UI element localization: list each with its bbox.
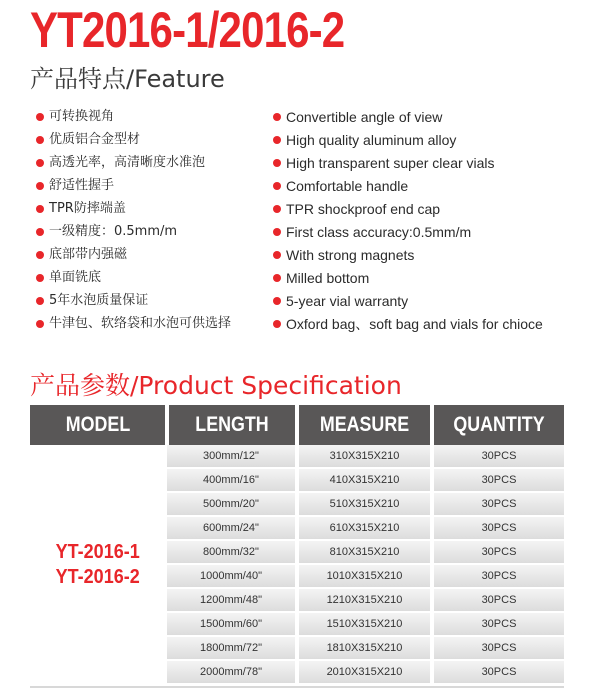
feature-en-item: High transparent super clear vials bbox=[286, 155, 495, 171]
feature-cn-item: 单面铣底 bbox=[49, 270, 102, 285]
table-row bbox=[167, 517, 564, 540]
feature-en-item: Oxford bag、soft bag and vials for chioce bbox=[286, 316, 543, 332]
quantity-cell: 30PCS bbox=[434, 541, 564, 564]
spec-heading: 产品参数/Product Specification bbox=[30, 371, 402, 400]
quantity-cell: 30PCS bbox=[434, 445, 564, 468]
header-model: MODEL bbox=[65, 413, 131, 436]
table-row bbox=[167, 469, 564, 492]
length-cell: 400mm/16" bbox=[167, 469, 295, 492]
feature-en-item: Milled bottom bbox=[286, 270, 370, 286]
length-cell: 1000mm/40" bbox=[167, 565, 295, 588]
measure-cell: 510X315X210 bbox=[299, 493, 430, 516]
quantity-cell: 30PCS bbox=[434, 661, 564, 684]
length-cell: 600mm/24" bbox=[167, 517, 295, 540]
measure-cell: 410X315X210 bbox=[299, 469, 430, 492]
length-cell: 1500mm/60" bbox=[167, 613, 295, 636]
length-cell: 800mm/32" bbox=[167, 541, 295, 564]
measure-cell: 1810X315X210 bbox=[299, 637, 430, 660]
measure-cell: 1510X315X210 bbox=[299, 613, 430, 636]
quantity-cell: 30PCS bbox=[434, 469, 564, 492]
header-length: LENGTH bbox=[195, 413, 269, 436]
feature-cn-item: 舒适性握手 bbox=[49, 178, 115, 193]
feature-cn-item: 牛津包、软络袋和水泡可供选择 bbox=[49, 316, 232, 331]
feature-heading: 产品特点/Feature bbox=[30, 65, 225, 93]
table-row bbox=[167, 637, 564, 660]
feature-list bbox=[0, 0, 600, 340]
model-name: YT-2016-1 bbox=[55, 541, 141, 563]
feature-cn-item: TPR防摔端盖 bbox=[49, 201, 126, 216]
header-separator bbox=[295, 405, 299, 445]
feature-cn-item: 底部带内强磁 bbox=[49, 247, 128, 262]
feature-en-item: TPR shockproof end cap bbox=[286, 201, 441, 217]
table-row bbox=[167, 613, 564, 636]
measure-cell: 1210X315X210 bbox=[299, 589, 430, 612]
header-quantity: QUANTITY bbox=[453, 413, 545, 436]
measure-cell: 2010X315X210 bbox=[299, 661, 430, 684]
quantity-cell: 30PCS bbox=[434, 493, 564, 516]
header-measure: MEASURE bbox=[319, 413, 410, 436]
table-row bbox=[167, 541, 564, 564]
length-cell: 300mm/12" bbox=[167, 445, 295, 468]
quantity-cell: 30PCS bbox=[434, 637, 564, 660]
feature-cn-item: 可转换视角 bbox=[49, 109, 115, 124]
feature-en-item: Comfortable handle bbox=[286, 178, 409, 194]
table-bottom-rule bbox=[30, 686, 564, 688]
model-cell bbox=[30, 445, 166, 685]
measure-cell: 1010X315X210 bbox=[299, 565, 430, 588]
feature-cn-item: 高透光率，高清晰度水准泡 bbox=[49, 155, 206, 170]
page-title: YT2016-1/2016-2 bbox=[30, 2, 345, 58]
quantity-cell: 30PCS bbox=[434, 517, 564, 540]
quantity-cell: 30PCS bbox=[434, 565, 564, 588]
feature-en-item: First class accuracy:0.5mm/m bbox=[286, 224, 472, 240]
spec-table-header bbox=[30, 405, 564, 445]
feature-en-item: 5-year vial warranty bbox=[286, 293, 409, 309]
model-name: YT-2016-2 bbox=[55, 566, 141, 588]
feature-cn-item: 5年水泡质量保证 bbox=[49, 293, 149, 308]
header-separator bbox=[430, 405, 434, 445]
header-separator bbox=[165, 405, 169, 445]
measure-cell: 810X315X210 bbox=[299, 541, 430, 564]
feature-en-item: With strong magnets bbox=[286, 247, 415, 263]
feature-en-item: Convertible angle of view bbox=[286, 109, 443, 125]
length-cell: 1800mm/72" bbox=[167, 637, 295, 660]
quantity-cell: 30PCS bbox=[434, 613, 564, 636]
feature-cn-item: 一级精度：0.5mm/m bbox=[49, 224, 178, 239]
table-row bbox=[167, 565, 564, 588]
measure-cell: 610X315X210 bbox=[299, 517, 430, 540]
feature-en-item: High quality aluminum alloy bbox=[286, 132, 457, 148]
table-row bbox=[167, 445, 564, 468]
length-cell: 1200mm/48" bbox=[167, 589, 295, 612]
measure-cell: 310X315X210 bbox=[299, 445, 430, 468]
feature-cn-item: 优质铝合金型材 bbox=[49, 132, 141, 147]
quantity-cell: 30PCS bbox=[434, 589, 564, 612]
table-row bbox=[167, 493, 564, 516]
table-row bbox=[167, 661, 564, 684]
length-cell: 500mm/20" bbox=[167, 493, 295, 516]
length-cell: 2000mm/78" bbox=[167, 661, 295, 684]
table-row bbox=[167, 589, 564, 612]
